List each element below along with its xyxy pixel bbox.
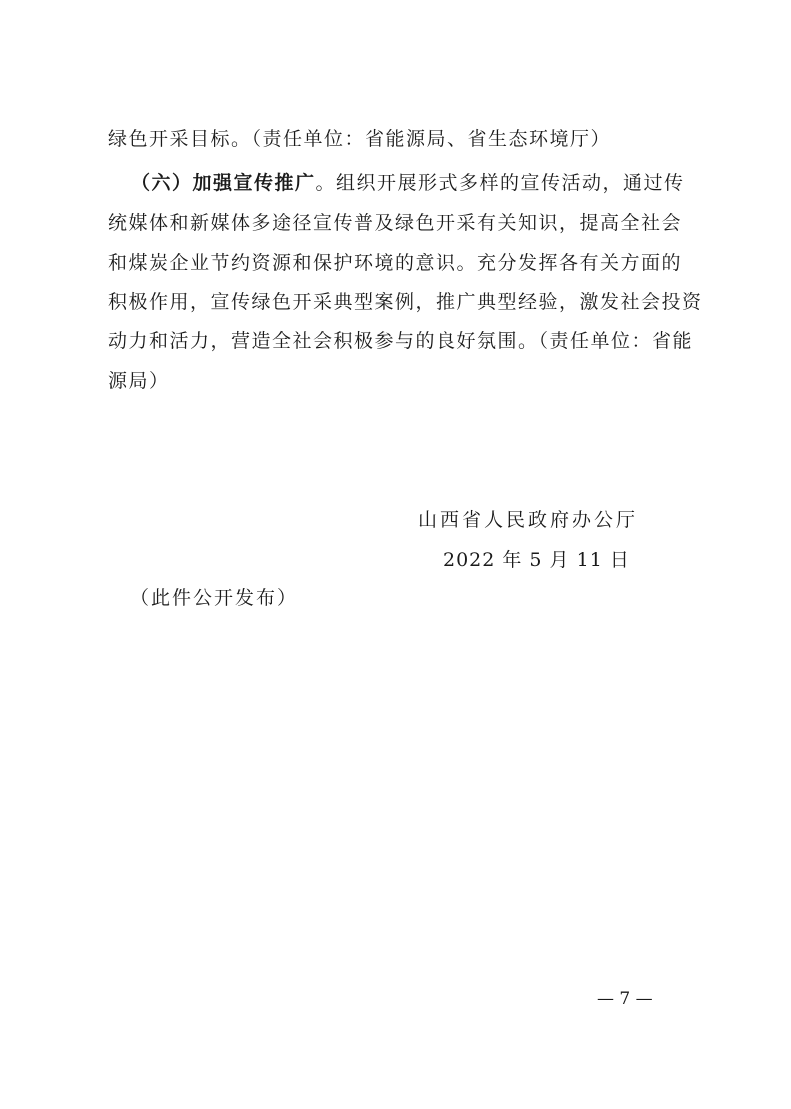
paragraph-text: 。组织开展形式多样的宣传活动，通过传 bbox=[315, 172, 685, 194]
page-number: — 7 — bbox=[597, 989, 653, 1009]
paragraph-line: 和煤炭企业节约资源和保护环境的意识。充分发挥各有关方面的 bbox=[108, 252, 683, 274]
section-heading: （六）加强宣传推广 bbox=[131, 172, 316, 194]
signature-org: 山西省人民政府办公厅 bbox=[418, 509, 639, 531]
paragraph-line: 动力和活力，营造全社会积极参与的良好氛围。（责任单位：省能 bbox=[108, 330, 694, 352]
publication-note: （此件公开发布） bbox=[130, 587, 299, 609]
signature-date: 2022 年 5 月 11 日 bbox=[443, 549, 630, 571]
paragraph-line: 积极作用，宣传绿色开采典型案例，推广典型经验，激发社会投资 bbox=[108, 291, 703, 313]
paragraph-line: 绿色开采目标。（责任单位：省能源局、省生态环境厅） bbox=[108, 128, 612, 150]
paragraph-line: 源局） bbox=[108, 370, 170, 392]
paragraph-line: 统媒体和新媒体多途径宣传普及绿色开采有关知识，提高全社会 bbox=[108, 212, 683, 234]
section-heading-line bbox=[131, 171, 686, 195]
